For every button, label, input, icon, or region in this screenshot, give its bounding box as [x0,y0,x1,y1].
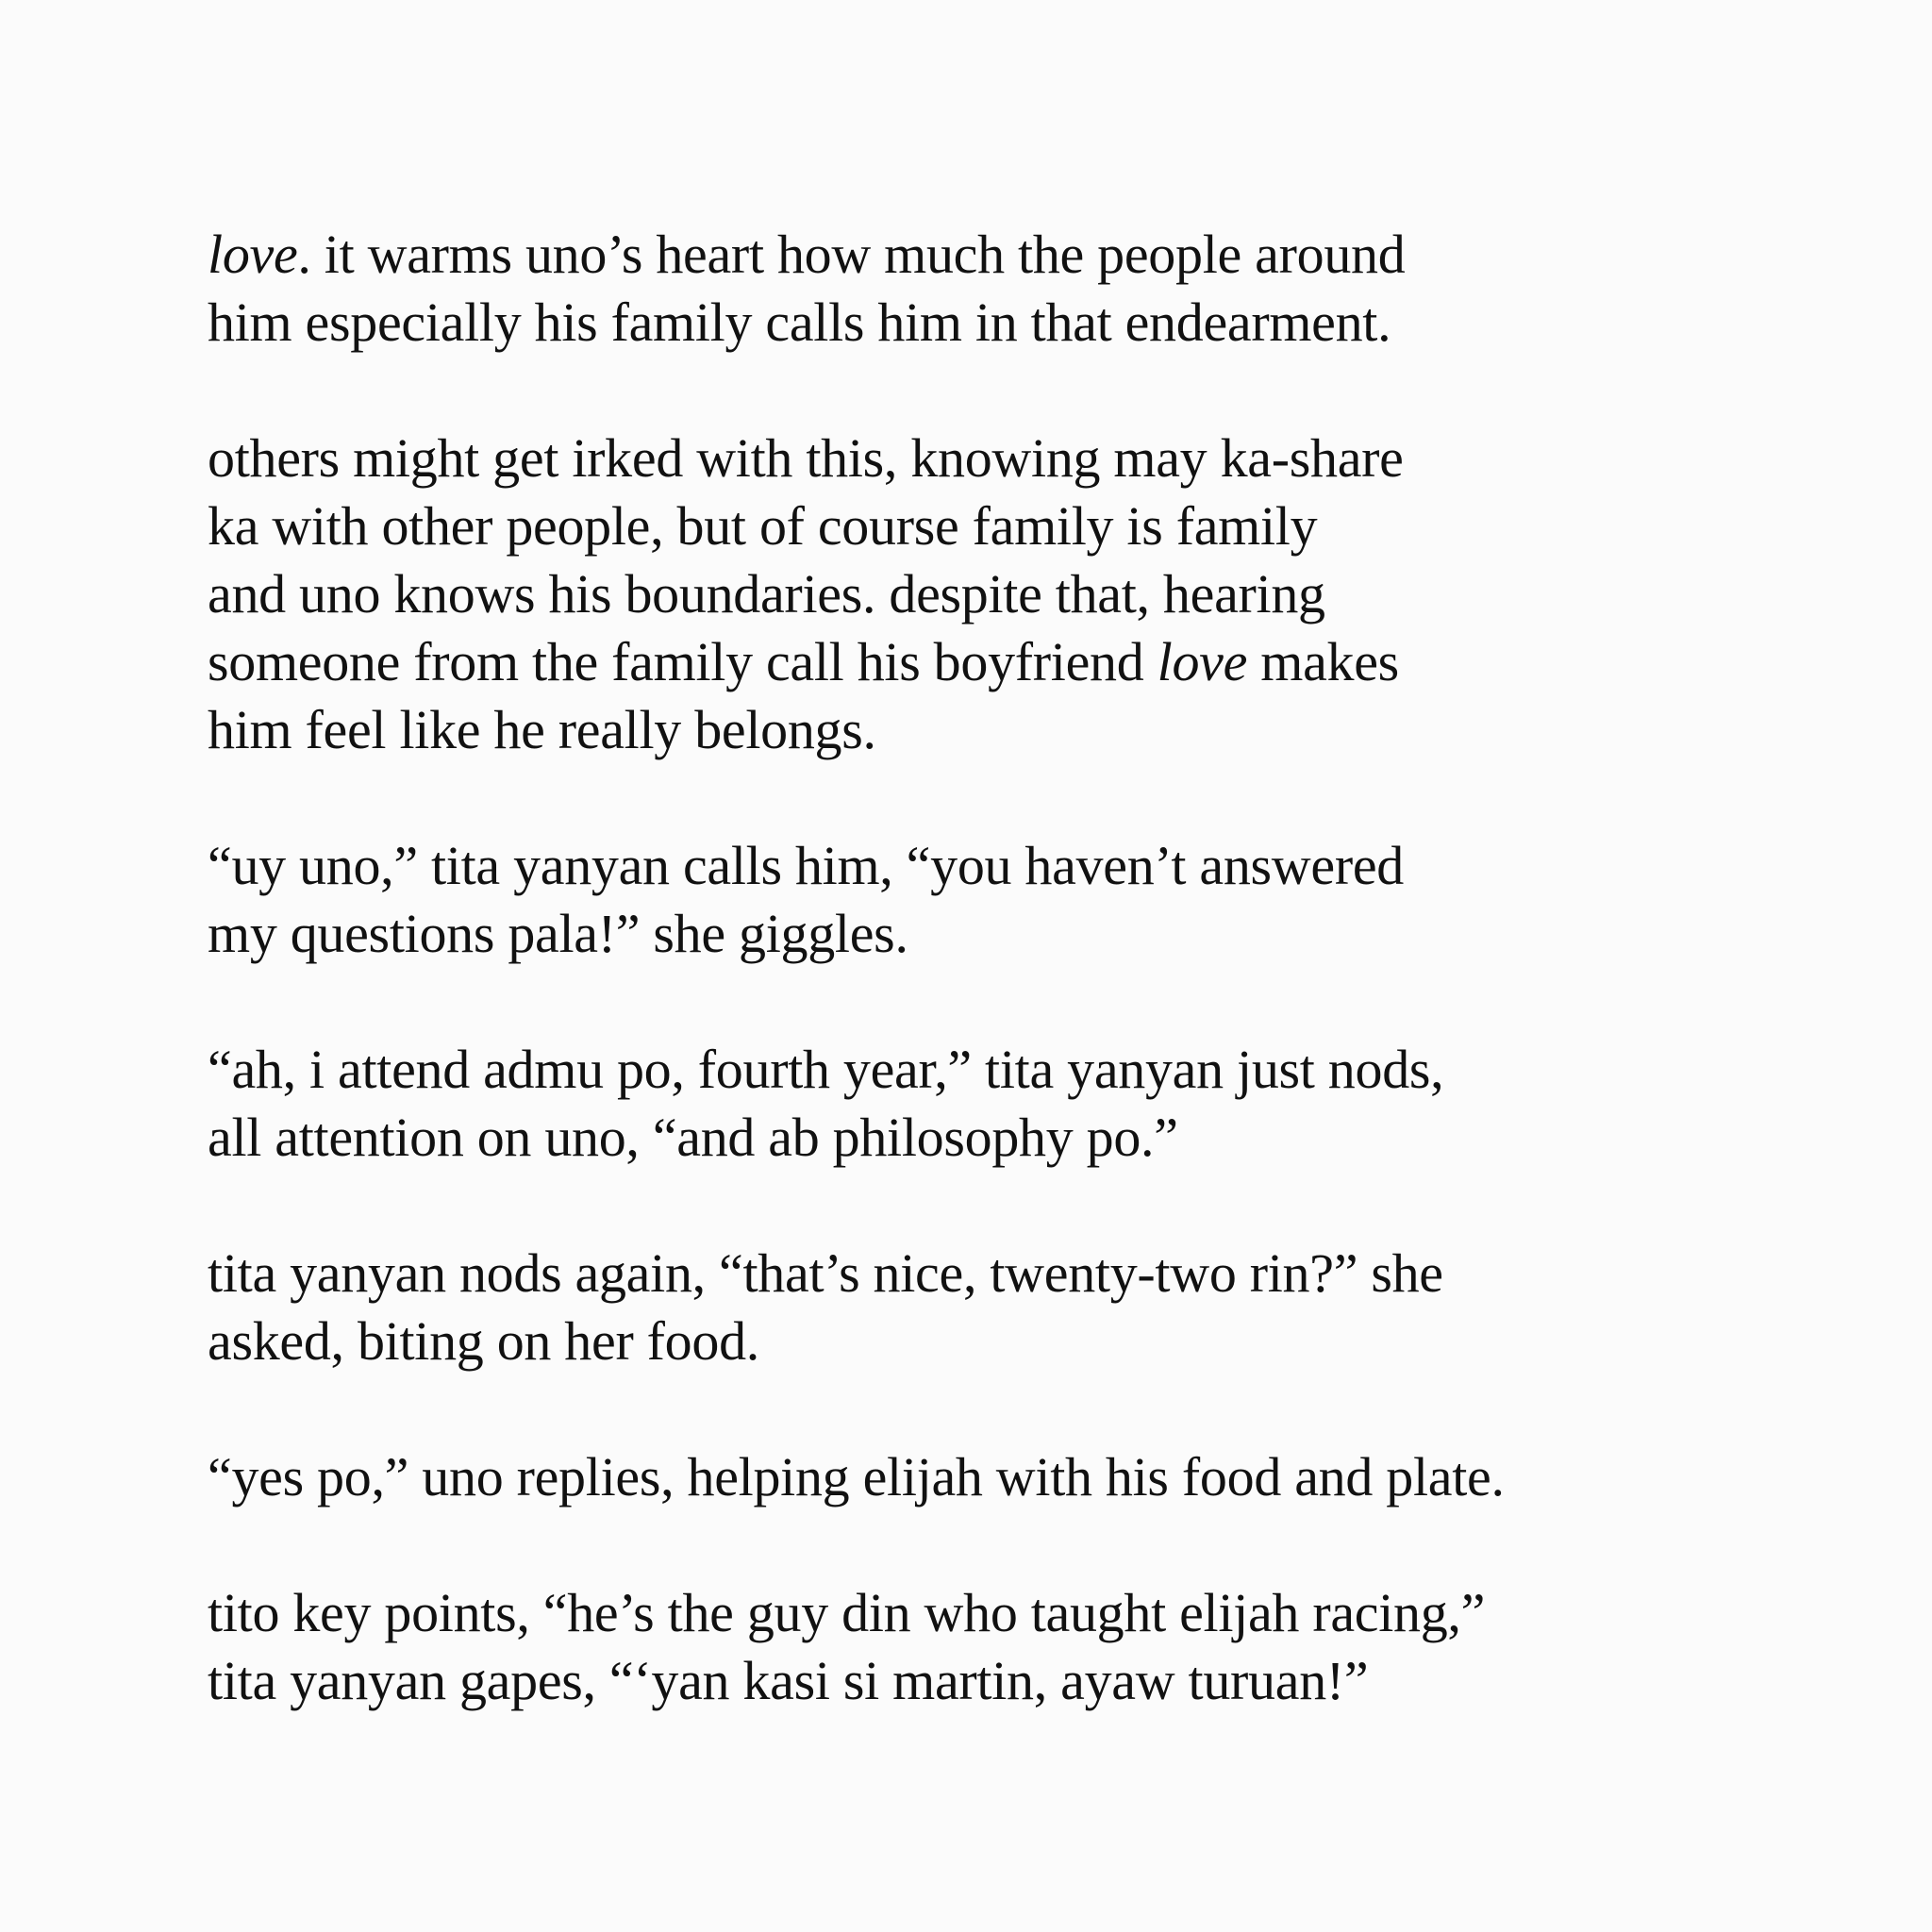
text-run: ka with other people, but of course family is family [208,495,1318,557]
text-run: tito key points, “he’s the guy din who taught elijah racing,” [208,1582,1486,1643]
text-line [208,1240,1755,1307]
italic-text: love [1157,631,1248,692]
text-line [208,1579,1755,1647]
italic-text: love [208,224,298,285]
text-run: him feel like he really belongs. [208,699,876,760]
text-line [208,1443,1755,1511]
paragraph [208,1036,1755,1172]
text-run: others might get irked with this, knowing may ka-share [208,427,1404,489]
text-run: tita yanyan nods again, “that’s nice, twenty-two rin?” she [208,1242,1443,1304]
text-run: “ah, i attend admu po, fourth year,” tita yanyan just nods, [208,1039,1444,1100]
text-run: my questions pala!” she giggles. [208,903,908,964]
text-run: all attention on uno, “and ab philosophy po.” [208,1107,1178,1168]
text-line [208,1307,1755,1375]
text-line [208,221,1755,289]
text-run: “uy uno,” tita yanyan calls him, “you haven’t answered [208,835,1404,896]
text-run: makes [1247,631,1399,692]
text-run: . it warms uno’s heart how much the people around [297,224,1406,285]
text-line [208,425,1755,492]
text-line [208,1036,1755,1104]
text-line [208,1104,1755,1172]
paragraph [208,832,1755,968]
paragraph [208,425,1755,764]
text-run: asked, biting on her food. [208,1310,759,1372]
text-line [208,900,1755,968]
paragraph [208,1579,1755,1715]
story-text [208,221,1755,1783]
text-run: tita yanyan gapes, “‘yan kasi si martin, ayaw turuan!” [208,1650,1369,1711]
text-line [208,492,1755,560]
paragraph [208,1240,1755,1375]
text-line [208,289,1755,357]
paragraph [208,221,1755,357]
text-line [208,628,1755,696]
text-line [208,560,1755,628]
text-line [208,1647,1755,1715]
text-run: someone from the family call his boyfriend [208,631,1158,692]
text-line [208,832,1755,900]
text-run: him especially his family calls him in that endearment. [208,291,1391,353]
text-run: and uno knows his boundaries. despite that, hearing [208,563,1325,625]
paragraph [208,1443,1755,1511]
text-run: “yes po,” uno replies, helping elijah with his food and plate. [208,1446,1505,1507]
text-line [208,696,1755,764]
